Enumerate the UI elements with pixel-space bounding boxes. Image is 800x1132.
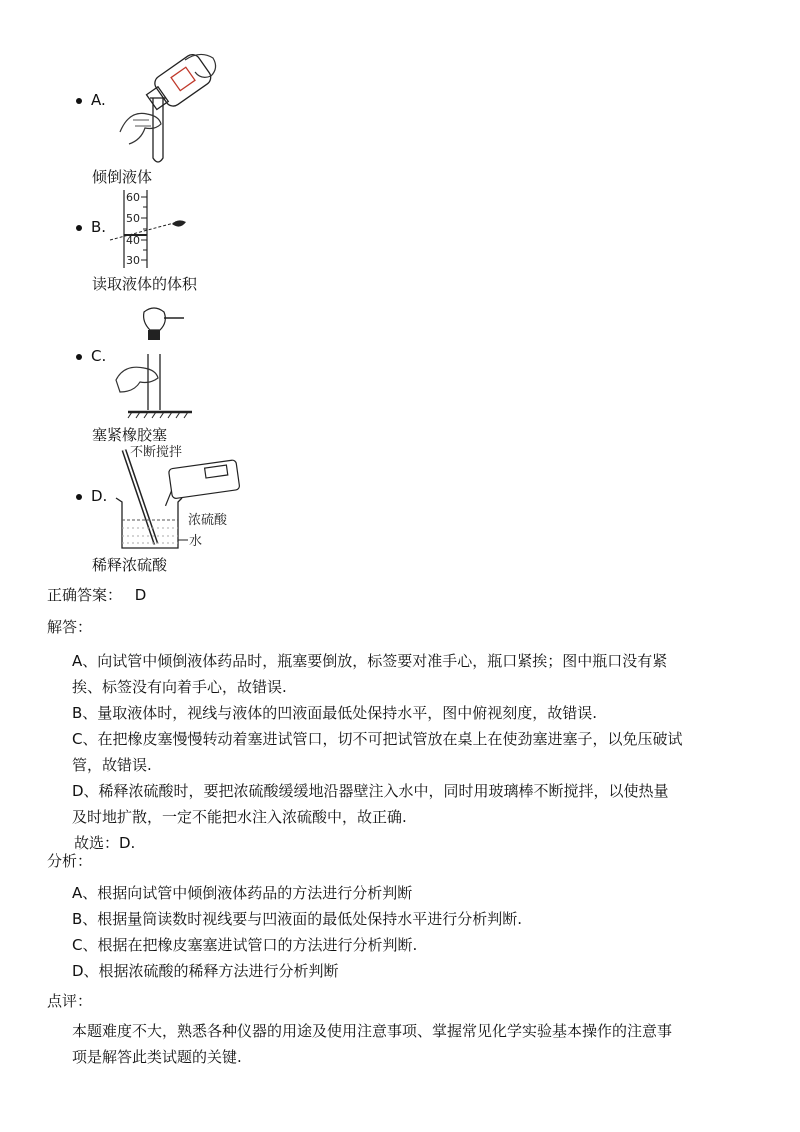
option-b-bullet <box>76 225 82 231</box>
solution-line: B、量取液体时，视线与液体的凹液面最低处保持水平，图中俯视刻度，故错误. <box>72 704 598 722</box>
comment-text <box>72 1018 672 1070</box>
option-d-letter: D. <box>91 487 108 505</box>
scale-30: 30 <box>126 254 140 267</box>
option-d-bullet <box>76 494 82 500</box>
stir-label: 不断搅拌 <box>130 445 183 460</box>
solution-line: 管，故错误. <box>72 756 152 774</box>
stopper-tube-illustration <box>110 302 196 422</box>
option-c-letter: C. <box>91 347 107 365</box>
option-d-caption: 稀释浓硫酸 <box>92 556 168 574</box>
scale-60: 60 <box>126 191 140 204</box>
scale-50: 50 <box>126 212 140 225</box>
solution-label: 解答： <box>47 618 93 636</box>
analysis-label: 分析： <box>47 852 93 870</box>
option-a-caption: 倾倒液体 <box>92 168 153 186</box>
option-a-bullet <box>76 98 82 104</box>
comment-line: 项是解答此类试题的关键. <box>72 1048 242 1066</box>
solution-line: A、向试管中倾倒液体药品时，瓶塞要倒放，标签要对准手心，瓶口紧挨；图中瓶口没有紧 <box>72 652 668 670</box>
graduated-cylinder-illustration <box>108 188 193 270</box>
analysis-line: C、根据在把橡皮塞塞进试管口的方法进行分析判断. <box>72 936 418 954</box>
solution-line: C、在把橡皮塞慢慢转动着塞进试管口，切不可把试管放在桌上在使劲塞进塞子，以免压破试 <box>72 730 683 748</box>
analysis-line: B、根据量筒读数时视线要与凹液面的最低处保持水平进行分析判断. <box>72 910 523 928</box>
acid-label: 浓硫酸 <box>188 513 228 528</box>
option-a-letter: A. <box>91 91 106 109</box>
comment-line: 本题难度不大，熟悉各种仪器的用途及使用注意事项、掌握常见化学实验基本操作的注意事 <box>72 1022 673 1040</box>
solution-line: 及时地扩散，一定不能把水注入浓硫酸中，故正确. <box>72 808 407 826</box>
analysis-line: A、根据向试管中倾倒液体药品的方法进行分析判断 <box>72 884 413 902</box>
solution-line: D、稀释浓硫酸时，要把浓硫酸缓缓地沿器壁注入水中，同时用玻璃棒不断搅拌，以使热量 <box>72 782 669 800</box>
answer-value: D <box>134 586 147 604</box>
option-c-bullet <box>76 354 82 360</box>
answer-row <box>47 584 146 605</box>
solution-line: 故选：D. <box>74 834 136 852</box>
solution-line: 挨、标签没有向着手心，故错误. <box>72 678 287 696</box>
analysis-line: D、根据浓硫酸的稀释方法进行分析判断 <box>72 962 339 980</box>
scale-40: 40 <box>126 234 140 247</box>
solution-text <box>72 648 682 856</box>
dilute-acid-illustration <box>106 442 256 554</box>
option-c-caption: 塞紧橡胶塞 <box>92 426 168 444</box>
pour-liquid-illustration <box>115 40 225 168</box>
water-label: 水 <box>189 534 203 549</box>
analysis-text <box>72 880 522 984</box>
comment-label: 点评： <box>47 992 93 1010</box>
answer-label: 正确答案： <box>47 586 123 604</box>
option-b-caption: 读取液体的体积 <box>92 275 198 293</box>
option-b-letter: B. <box>91 218 107 236</box>
